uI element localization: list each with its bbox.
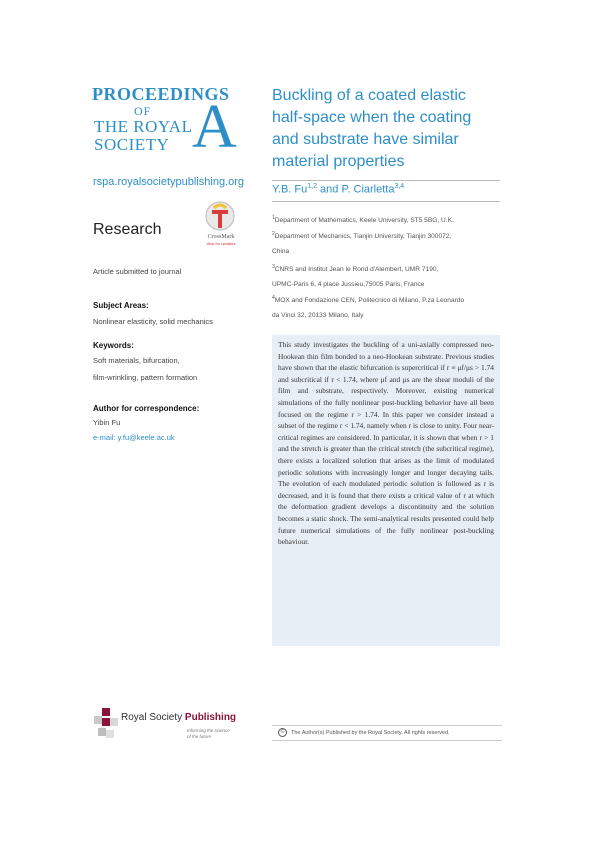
keywords-line-1: Soft materials, bifurcation, xyxy=(93,356,180,365)
copyright-icon: © xyxy=(278,728,287,737)
tagline-line: of the future xyxy=(187,734,212,739)
authors-divider xyxy=(272,201,500,202)
author-list xyxy=(272,183,404,196)
section-label: Research xyxy=(93,221,162,238)
logo-line-1: PROCEEDINGS xyxy=(92,84,230,104)
logo-line-3: THE ROYAL xyxy=(94,117,193,136)
affiliation xyxy=(272,227,502,259)
publisher-tagline xyxy=(187,728,230,740)
paper-title xyxy=(272,85,502,173)
affiliation-number: 2 xyxy=(272,231,275,237)
abstract-box xyxy=(272,335,500,646)
submission-note: Article submitted to journal xyxy=(93,267,182,276)
tagline-line: Informing the science xyxy=(187,728,230,733)
logo-line-2: OF xyxy=(134,104,152,118)
journal-logo xyxy=(92,84,254,161)
logo-big-letter: A xyxy=(192,93,237,161)
affiliation xyxy=(272,291,502,323)
abstract-text: This study investigates the buckling of a uni-axially compressed neo-Hookean thin film bonded to a neo-Hookean substrate. Previous studies have shown that the elastic bifurcation is supercritical if r ≡ μf/μs > 1.74 and subcritical if r < 1.74, where μf and μs are the shear moduli of the film and substrate, respectively. Moreover, existing numerical simulations of the fully nonlinear post-buckling behavior have all been focused on the regime r > 1.74. In this paper we consider instead a subset of the regime r < 1.74, namely when r is close to unity. Four near-critical regimes are considered. In particular, it is shown that when r > 1 and the stretch is greater than the critical stretch (the subcritical regime), there exists a localized solution that arises as the limit of modulated periodic solutions with increasingly longer and longer decaying tails. The evolution of each modulated periodic solution is followed as r is decreased, and it is found that there exists a critical value of r at which the deformation gradient develops a discontinuity and the solution becomes a static shock. The semi-analytical results presented could help future numerical simulations of the fully nonlinear post-buckling behaviour. xyxy=(278,340,494,547)
subject-areas-heading: Subject Areas: xyxy=(93,301,149,310)
crossmark-label: CrossMark xyxy=(207,234,235,240)
title-line: Buckling of a coated elastic xyxy=(272,87,466,104)
journal-url-link[interactable]: rspa.royalsocietypublishing.org xyxy=(93,176,245,188)
subject-areas: Nonlinear elasticity, solid mechanics xyxy=(93,317,213,326)
logo-line-4: SOCIETY xyxy=(94,135,170,154)
copyright-notice xyxy=(272,725,502,741)
title-line: half-space when the coating xyxy=(272,109,472,126)
title-divider xyxy=(272,180,500,181)
affiliation-number: 3 xyxy=(272,264,275,270)
publisher-bold: Publishing xyxy=(184,712,237,723)
correspondence-heading: Author for correspondence: xyxy=(93,404,200,413)
title-line: and substrate have similar xyxy=(272,131,459,148)
affiliation-text: China xyxy=(272,248,290,256)
keywords-heading: Keywords: xyxy=(93,341,134,350)
keywords-line-2: film-wrinkling, pattern formation xyxy=(93,373,198,382)
author-name: Y.B. Fu xyxy=(272,183,308,196)
affiliation-text: da Vinci 32, 20133 Milano, Italy xyxy=(272,312,364,320)
affiliation xyxy=(272,211,502,228)
title-line: material properties xyxy=(272,153,405,170)
affiliation xyxy=(272,260,502,292)
publisher-logo-icon xyxy=(92,706,120,744)
correspondence-email-link[interactable]: e-mail: y.fu@keele.ac.uk xyxy=(93,433,175,442)
affiliation-text: Department of Mathematics, Keele University, ST5 5BG, U.K. xyxy=(274,217,454,225)
author-affil-sup: 3,4 xyxy=(394,183,405,190)
publisher-prefix: Royal Society xyxy=(121,712,185,723)
author-name: and P. Ciarletta xyxy=(317,183,395,196)
copyright-text: The Author(s) Published by the Royal Society. All rights reserved. xyxy=(291,730,450,736)
correspondence-name: Yibin Fu xyxy=(93,418,121,427)
crossmark-sublabel: click for updates xyxy=(206,241,236,246)
affiliation-text: Department of Mechanics, Tianjin University, Tianjin 300072, xyxy=(274,233,452,241)
author-affil-sup: 1,2 xyxy=(307,183,317,190)
affiliation-text: CNRS and Institut Jean le Rond d'Alembert, UMR 7190, xyxy=(274,266,439,274)
affiliation-text: MOX and Fondazione CEN, Politecnico di Milano, P.za Leonardo xyxy=(274,297,465,305)
affiliation-text: UPMC-Paris 6, 4 place Jussieu,75005 Paris, France xyxy=(272,281,425,289)
affiliation-number: 1 xyxy=(272,215,275,221)
affiliation-number: 4 xyxy=(272,295,275,301)
publisher-name xyxy=(121,712,236,723)
